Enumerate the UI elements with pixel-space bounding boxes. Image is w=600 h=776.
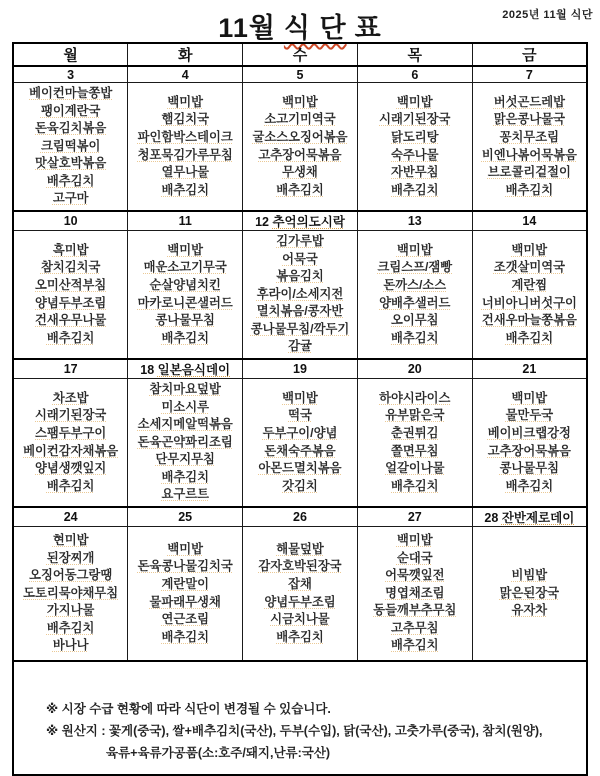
menu-item: 아몬드멸치볶음: [258, 461, 342, 476]
menu-item: 멸치볶음/콩자반: [256, 304, 344, 319]
menu-item: 떡국: [288, 408, 312, 423]
menu-item: 맑은된장국: [499, 585, 560, 600]
date-number: 12: [255, 215, 269, 229]
menu-item: 스팸두부구이: [35, 425, 107, 440]
note-line: 육류+육류가공품(소:호주/돼지,난류:국산): [106, 746, 331, 760]
doc-reference: 2025년 11월 식단: [502, 9, 593, 21]
menu-item: 굴소스오징어볶음: [252, 129, 348, 144]
menu-item: 배추김치: [161, 182, 209, 197]
menu-item: 춘권튀김: [391, 425, 439, 440]
menu-item: 고구마: [52, 191, 89, 206]
menu-item: 시금치나물: [270, 612, 330, 627]
menu-item: 후라이/소세지전: [256, 286, 344, 301]
date-number: 20: [407, 362, 422, 376]
menu-item: 감귤: [288, 339, 312, 354]
menu-item: 자반무침: [391, 165, 439, 180]
date-cell: [243, 359, 358, 379]
menu-item: 매운소고기무국: [143, 260, 227, 275]
menu-item: 마카로니콘샐러드: [137, 295, 233, 310]
menu-cell: [357, 527, 472, 662]
menu-item: 돈채숙주볶음: [264, 443, 336, 458]
menu-cell: [128, 83, 243, 212]
menu-item: 시래기된장국: [379, 112, 451, 127]
title-month: 11월: [218, 13, 276, 43]
date-cell: [128, 507, 243, 527]
date-number: 13: [407, 214, 422, 228]
note-line: ※ 시장 수급 현황에 따라 식단이 변경될 수 있습니다.: [46, 702, 331, 716]
date-number: 6: [411, 67, 419, 82]
menu-item: 어묵국: [282, 251, 318, 266]
date-number: 18: [140, 363, 155, 377]
menu-cell: [472, 83, 587, 212]
menu-item: 감자호박된장국: [258, 559, 342, 574]
menu-item: 흑미밥: [52, 242, 89, 257]
menu-list: [128, 541, 242, 647]
date-cell: [472, 211, 587, 231]
menu-item: 백미밥: [167, 242, 204, 257]
day-header-cell: 목: [357, 43, 472, 66]
menu-item: 건새우마늘쫑볶음: [481, 313, 577, 328]
page-title: [0, 6, 600, 45]
menu-item: 오징어동그랑땡: [29, 568, 113, 583]
menu-item: 맑은콩나물국: [493, 112, 565, 127]
date-cell: [13, 66, 128, 83]
menu-item: 배추김치: [391, 638, 439, 653]
menu-item: 너비아니버섯구이: [481, 295, 577, 310]
date-number: 25: [178, 510, 193, 524]
menu-item: 배추김치: [161, 330, 209, 345]
menu-item: 백미밥: [167, 541, 204, 556]
date-event-label: 추억의도시락: [272, 215, 345, 229]
menu-item: 백미밥: [282, 94, 318, 109]
day-header-cell: 금: [472, 43, 587, 66]
date-cell: [128, 66, 243, 83]
date-number: 7: [525, 67, 533, 82]
menu-item: 배추김치: [505, 330, 554, 345]
menu-item: 열무나물: [161, 165, 209, 180]
date-cell: [472, 507, 587, 527]
menu-cell: [357, 379, 472, 508]
menu-item: 고추무침: [391, 620, 439, 635]
menu-item: 콩나물무침: [499, 461, 560, 476]
menu-cell: [128, 379, 243, 508]
menu-item: 버섯곤드레밥: [493, 94, 565, 109]
menu-item: 양배추샐러드: [379, 295, 451, 310]
menu-cell: [472, 231, 587, 360]
menu-row: [13, 231, 587, 360]
menu-list: [14, 390, 127, 496]
menu-row: [13, 379, 587, 508]
menu-item: 청포묵김가루무침: [137, 147, 233, 162]
menu-item: 닭도리탕: [391, 129, 439, 144]
notes-cell: [13, 661, 587, 775]
date-cell: [128, 211, 243, 231]
menu-item: 돈육곤약꽈리조림: [137, 434, 233, 449]
menu-item: 갓김치: [282, 478, 318, 493]
menu-item: 배추김치: [161, 629, 209, 644]
menu-cell: [13, 83, 128, 212]
date-number: 26: [293, 510, 307, 524]
menu-item: 어묵깻잎전: [385, 568, 445, 583]
menu-item: 크림떡볶이: [40, 138, 101, 153]
menu-item: 크림스프/잼빵: [377, 260, 453, 275]
menu-item: 배추김치: [46, 173, 95, 188]
menu-item: 백미밥: [396, 532, 433, 547]
menu-item: 햄김치국: [161, 112, 209, 127]
menu-list: [128, 242, 242, 348]
date-event-label: 일본음식데이: [157, 363, 231, 377]
menu-item: 차조밥: [52, 390, 89, 405]
menu-item: 된장찌개: [46, 550, 95, 565]
notes-row: [13, 661, 587, 775]
menu-item: 배추김치: [46, 330, 95, 345]
menu-item: 베이컨감자채볶음: [23, 443, 119, 458]
menu-item: 계란찜: [511, 277, 548, 292]
menu-item: 도토리묵야채무침: [23, 585, 119, 600]
menu-item: 배추김치: [276, 629, 324, 644]
date-number: 3: [67, 67, 75, 82]
day-header-cell: 화: [128, 43, 243, 66]
menu-item: 콩나물무침/깍두기: [250, 321, 350, 336]
menu-table: [12, 42, 588, 776]
menu-cell: [357, 83, 472, 212]
date-number: 10: [63, 214, 78, 228]
menu-item: 유자차: [511, 603, 548, 618]
menu-item: 베이비크랩강정: [487, 425, 571, 440]
menu-list: [243, 233, 357, 356]
date-number: 5: [296, 67, 304, 82]
menu-item: 맛살호박볶음: [35, 156, 107, 171]
menu-list: [473, 567, 586, 620]
menu-list: [473, 94, 586, 200]
menu-item: 무생채: [282, 165, 318, 180]
date-row: [13, 211, 587, 231]
date-number: 19: [293, 362, 307, 376]
menu-cell: [472, 527, 587, 662]
menu-item: 백미밥: [167, 94, 204, 109]
menu-list: [243, 390, 357, 496]
menu-item: 브로콜리겉절이: [487, 165, 571, 180]
menu-item: 고추장어묵볶음: [487, 443, 571, 458]
menu-list: [243, 94, 357, 200]
date-number: 28: [484, 511, 499, 525]
menu-item: 파인함박스테이크: [137, 129, 233, 144]
date-cell: [13, 211, 128, 231]
date-cell: [472, 66, 587, 83]
menu-row: [13, 83, 587, 212]
menu-item: 돈육콩나물김치국: [137, 559, 233, 574]
menu-item: 백미밥: [396, 242, 433, 257]
menu-cell: [243, 379, 358, 508]
menu-list: [128, 381, 242, 504]
date-number: 17: [63, 362, 78, 376]
menu-item: 동들깨부추무침: [373, 603, 457, 618]
menu-item: 시래기된장국: [35, 408, 107, 423]
menu-item: 해물덮밥: [276, 541, 324, 556]
menu-item: 물만두국: [505, 408, 554, 423]
date-number: 27: [407, 510, 422, 524]
menu-cell: [128, 527, 243, 662]
menu-list: [358, 532, 472, 655]
day-header-cell: 수: [243, 43, 358, 66]
menu-item: 오이무침: [391, 313, 439, 328]
date-number: 14: [522, 214, 537, 228]
date-number: 21: [522, 362, 537, 376]
menu-item: 참치마요덮밥: [149, 381, 221, 396]
date-number: 24: [63, 510, 78, 524]
menu-item: 백미밥: [396, 94, 433, 109]
menu-item: 돈육김치볶음: [35, 121, 107, 136]
date-cell: [13, 359, 128, 379]
menu-table-body: [13, 43, 587, 775]
menu-item: 배추김치: [391, 478, 439, 493]
menu-list: [473, 242, 586, 348]
date-row: [13, 507, 587, 527]
date-cell: [357, 211, 472, 231]
date-event-label: 잔반제로데이: [501, 511, 575, 525]
menu-item: 꽁치무조림: [499, 129, 560, 144]
date-cell: [243, 507, 358, 527]
menu-item: 배추김치: [46, 620, 95, 635]
title-word-menu: 식 단: [283, 13, 347, 43]
menu-item: 명엽채조림: [385, 585, 445, 600]
day-header-cell: 월: [13, 43, 128, 66]
date-cell: [128, 359, 243, 379]
menu-cell: [13, 231, 128, 360]
date-cell: [243, 211, 358, 231]
menu-item: 가지나물: [46, 603, 95, 618]
menu-item: 바나나: [52, 638, 89, 653]
menu-list: [473, 390, 586, 496]
menu-item: 미소시루: [161, 399, 209, 414]
menu-item: 배추김치: [391, 330, 439, 345]
menu-item: 요구르트: [161, 487, 209, 502]
menu-item: 비엔나볶어묵볶음: [481, 147, 577, 162]
menu-item: 건새우무나물: [35, 313, 107, 328]
menu-item: 팽이계란국: [40, 103, 101, 118]
menu-item: 두부구이/양념: [262, 425, 338, 440]
menu-item: 계란말이: [161, 576, 209, 591]
menu-item: 배추김치: [276, 182, 324, 197]
menu-list: [14, 532, 127, 655]
menu-item: 양념두부조림: [35, 295, 107, 310]
menu-item: 물파래무생채: [149, 594, 221, 609]
menu-item: 오미산적부침: [35, 277, 107, 292]
menu-item: 돈까스/소스: [383, 277, 447, 292]
menu-item: 백미밥: [282, 390, 318, 405]
menu-item: 백미밥: [511, 242, 548, 257]
menu-item: 현미밥: [52, 532, 89, 547]
menu-item: 숙주나물: [391, 147, 439, 162]
date-cell: [357, 66, 472, 83]
date-number: 4: [181, 67, 189, 82]
menu-item: 유부맑은국: [385, 408, 445, 423]
menu-cell: [357, 231, 472, 360]
menu-item: 조갯살미역국: [493, 260, 565, 275]
day-header-row: [13, 43, 587, 66]
menu-cell: [243, 83, 358, 212]
menu-item: 얼갈이나물: [385, 461, 445, 476]
menu-item: 콩나물무침: [155, 313, 215, 328]
menu-item: 비빔밥: [511, 568, 548, 583]
menu-item: 소세지메알떡볶음: [137, 417, 233, 432]
menu-item: 고추장어묵볶음: [258, 147, 342, 162]
date-cell: [13, 507, 128, 527]
date-cell: [357, 507, 472, 527]
menu-item: 배추김치: [46, 478, 95, 493]
menu-list: [14, 242, 127, 348]
menu-item: 하야시라이스: [379, 390, 451, 405]
menu-item: 잡채: [288, 576, 312, 591]
menu-item: 양념두부조림: [264, 594, 336, 609]
menu-cell: [472, 379, 587, 508]
menu-list: [358, 390, 472, 496]
menu-cell: [243, 231, 358, 360]
menu-item: 소고기미역국: [264, 112, 336, 127]
menu-row: [13, 527, 587, 662]
menu-item: 순대국: [396, 550, 433, 565]
menu-item: 순살양념치킨: [149, 277, 221, 292]
menu-list: [128, 94, 242, 200]
menu-item: 배추김치: [505, 478, 554, 493]
menu-item: 김가루밥: [276, 233, 324, 248]
menu-cell: [13, 379, 128, 508]
menu-item: 배추김치: [505, 182, 554, 197]
menu-cell: [128, 231, 243, 360]
menu-cell: [243, 527, 358, 662]
date-cell: [472, 359, 587, 379]
menu-item: 참치김치국: [40, 260, 101, 275]
date-row: [13, 359, 587, 379]
menu-item: 단무지무침: [155, 452, 215, 467]
menu-list: [358, 94, 472, 200]
menu-item: 볶음김치: [276, 269, 324, 284]
title-word-table: 표: [354, 13, 382, 43]
menu-cell: [13, 527, 128, 662]
menu-list: [243, 541, 357, 647]
menu-item: 연근조림: [161, 612, 209, 627]
menu-list: [358, 242, 472, 348]
note-line: ※ 원산지 : 꽃게(중국), 쌀+배추김치(국산), 두부(수입), 닭(국산), 고춧가루(중국), 참치(원양),: [46, 724, 543, 738]
menu-item: 베이컨마늘쫑밥: [29, 85, 113, 100]
menu-item: 배추김치: [391, 182, 439, 197]
menu-item: 백미밥: [511, 390, 548, 405]
date-cell: [357, 359, 472, 379]
menu-list: [14, 85, 127, 208]
date-number: 11: [178, 214, 192, 228]
date-row: [13, 66, 587, 83]
menu-item: 양념생깻잎지: [35, 461, 107, 476]
menu-item: 쫄면무침: [391, 443, 439, 458]
notes-box: [14, 662, 586, 774]
menu-item: 배추김치: [161, 469, 209, 484]
date-cell: [243, 66, 358, 83]
